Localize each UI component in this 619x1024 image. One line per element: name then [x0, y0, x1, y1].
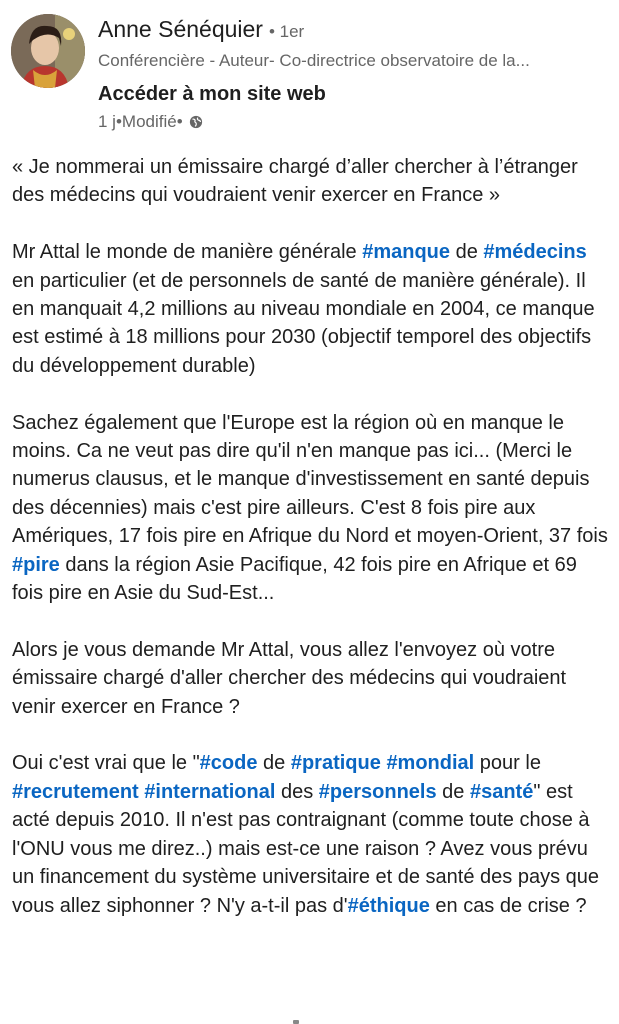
partial-icon [290, 1016, 302, 1024]
hashtag-link[interactable]: #mondial [386, 752, 475, 775]
post-paragraph [12, 238, 612, 380]
text-run: Mr Attal le monde de manière générale [12, 241, 363, 264]
hashtag-link[interactable]: #éthique [347, 894, 430, 917]
text-run: en particulier (et de personnels de santé de manière générale). Il en manquait 4,2 millions au niveau mondiale en 2004, ce manque est estimé à 18 millions pour 2030 (objectif temporel des objectifs du développement durable) [12, 269, 595, 377]
text-run: de [257, 752, 291, 775]
text-run: pour le [474, 752, 541, 775]
text-run: Sachez également que l'Europe est la région où en manque le moins. Ca ne veut pas dire qu'il n'en manque pas ici... (Merci le numerus clausus, et le manque d'investissement en santé depuis des décennies) mais c'est pire ailleurs. C'est 8 fois pire aux Amériques, 17 fois pire en Afrique du Nord et moyen-Orient, 37 fois [12, 411, 608, 548]
author-name[interactable]: Anne Sénéquier [98, 16, 263, 42]
post-meta [98, 112, 203, 132]
meta-separator: • [176, 112, 183, 131]
post-paragraph: « Je nommerai un émissaire chargé d’aller chercher à l’étranger des médecins qui voudraient venir exercer en France » [12, 156, 578, 207]
text-run: dans la région Asie Pacifique, 42 fois pire en Afrique et 69 fois pire en Asie du Sud-Est... [12, 553, 577, 605]
hashtag-link[interactable]: #personnels [318, 780, 437, 803]
text-run: " est acté depuis 2010. Il n'est pas contraignant (comme toute chose à l'ONU vous me direz..) mais est-ce une raison ? Avez vous prévu un financement du système universitaire et de santé des pays que vous allez siphonner ? N'y a-t-il pas d' [12, 780, 600, 917]
meta-separator: • [115, 112, 122, 131]
hashtag-link[interactable]: #manque [362, 241, 451, 264]
text-run: de [450, 241, 484, 264]
text-run: des [275, 780, 319, 803]
hashtag-link[interactable]: #pratique [290, 752, 381, 775]
connection-degree: • 1er [268, 22, 305, 41]
avatar-photo [11, 14, 85, 88]
text-run: Oui c'est vrai que le " [12, 752, 200, 775]
hashtag-link[interactable]: #pire [12, 553, 60, 576]
post-header [0, 0, 619, 140]
author-headline: Conférencière - Auteur- Co-directrice observatoire de la... [98, 51, 530, 70]
author-name-row [98, 16, 304, 48]
hashtag-link[interactable]: #médecins [483, 241, 587, 264]
post-paragraph: Alors je vous demande Mr Attal, vous allez l'envoyez où votre émissaire chargé d'aller chercher des médecins qui voudraient venir exercer en France ? [12, 638, 567, 718]
post-paragraph [12, 409, 612, 608]
avatar[interactable] [11, 14, 85, 88]
hashtag-link[interactable]: #recrutement [12, 780, 139, 803]
edited-label: Modifié [121, 112, 177, 131]
post-time: 1 j [98, 112, 116, 131]
text-run: de [436, 780, 470, 803]
website-link[interactable]: Accéder à mon site web [98, 83, 326, 105]
post-body [12, 153, 612, 948]
globe-icon [189, 115, 203, 129]
hashtag-link[interactable]: #international [144, 780, 276, 803]
text-run: en cas de crise ? [429, 894, 587, 917]
hashtag-link[interactable]: #santé [469, 780, 534, 803]
hashtag-link[interactable]: #code [199, 752, 258, 775]
post-paragraph [12, 749, 612, 919]
